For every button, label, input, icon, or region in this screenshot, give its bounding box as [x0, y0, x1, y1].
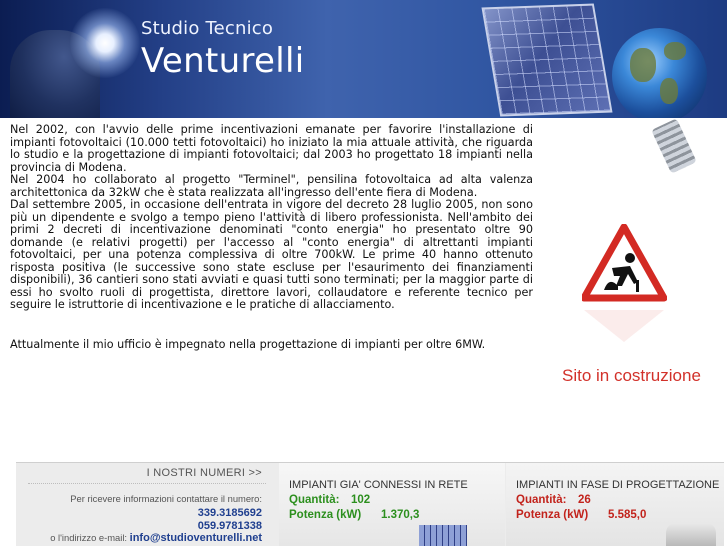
planning-plants-box [506, 463, 724, 546]
email-line [50, 532, 262, 544]
construction-label: Sito in costruzione [562, 366, 701, 385]
connected-power [289, 509, 420, 521]
planning-title: IMPIANTI IN FASE DI PROGETTAZIONE [516, 479, 720, 491]
phone-number-2: 059.9781338 [197, 520, 262, 532]
footer-band [16, 462, 724, 546]
bulb-socket-image [651, 118, 697, 173]
planning-qty-value: 26 [578, 494, 591, 506]
solar-panel-image [481, 3, 612, 116]
connected-power-value: 1.370,3 [381, 509, 420, 521]
solar-panels-thumbnail [419, 525, 467, 546]
phone-number-1: 339.3185692 [197, 507, 262, 519]
connected-qty-value: 102 [351, 494, 371, 506]
email-prefix: o l'indirizzo e-mail: [50, 532, 128, 543]
connected-power-label: Potenza (kW) [289, 509, 362, 521]
numbers-title: I NOSTRI NUMERI >> [146, 467, 262, 479]
site-name: Venturelli [141, 41, 305, 81]
paragraph-2005: Dal settembre 2005, in occasione dell'entrata in vigore del decreto 28 luglio 2005, non sono più un dipendente e svolgo a tempo pieno l'attività di libero professionista. Nell'ambito dei primi 2 decreti di incentivazione denominati "conto energia" ho presentato oltre 90 domande (e relativi progetti) per l'accesso al "conto energia" di altrettanti impianti fotovoltaici, per una potenza complessiva di oltre 700kW. Le prime 40 hanno ottenuto risposta positiva (le successive sono state escluse per l'esaurimento dei finanziamenti disponibili), 36 cantieri sono stati avviati e quasi tutti sono terminati; per la maggior parte di essi ho svolto ruoli di progettista, direttore lavori, collaudatore e referente tecnico per seguire le istruttorie di incentivazione e le pratiche di allacciamento. [10, 198, 533, 311]
contact-panel [16, 463, 270, 546]
light-orb-image [70, 8, 140, 78]
engineers-thumbnail [666, 523, 716, 546]
divider [28, 483, 266, 484]
planning-power-label: Potenza (kW) [516, 509, 589, 521]
planning-power [516, 509, 647, 521]
paragraph-current: Attualmente il mio ufficio è impegnato nella progettazione di impianti per oltre 6MW. [10, 337, 486, 351]
globe-bulb-image [612, 28, 707, 118]
intro-text [10, 124, 533, 351]
paragraph-2004: Nel 2004 ho collaborato al progetto "Terminel", pensilina fotovoltaica ad alta valenza architettonica da 32kW che è stata realizzata all'ingresso dell'ente fiera di Modena. [10, 173, 533, 199]
planning-qty-label: Quantità: [516, 494, 567, 506]
paragraph-2002: Nel 2002, con l'avvio delle prime incentivazioni emanate per favorire l'installazione di impianti fotovoltaici (10.000 tetti fotovoltaici) ho iniziato la mia attuale attività, che riguarda lo studio e la progettazione di impianti fotovoltaici; dal 2003 ho progettato 18 impianti nella provincia di Modena. [10, 123, 533, 174]
email-link[interactable]: info@studioventurelli.net [129, 532, 262, 544]
header-banner [0, 0, 727, 118]
under-construction-icon [582, 224, 667, 353]
connected-title: IMPIANTI GIA' CONNESSI IN RETE [289, 479, 468, 491]
planning-quantity [516, 494, 591, 506]
studio-label: Studio Tecnico [141, 18, 274, 39]
connected-quantity [289, 494, 371, 506]
contact-info: Per ricevere informazioni contattare il numero: [70, 493, 262, 504]
connected-qty-label: Quantità: [289, 494, 340, 506]
connected-plants-box [279, 463, 505, 546]
planning-power-value: 5.585,0 [608, 509, 647, 521]
